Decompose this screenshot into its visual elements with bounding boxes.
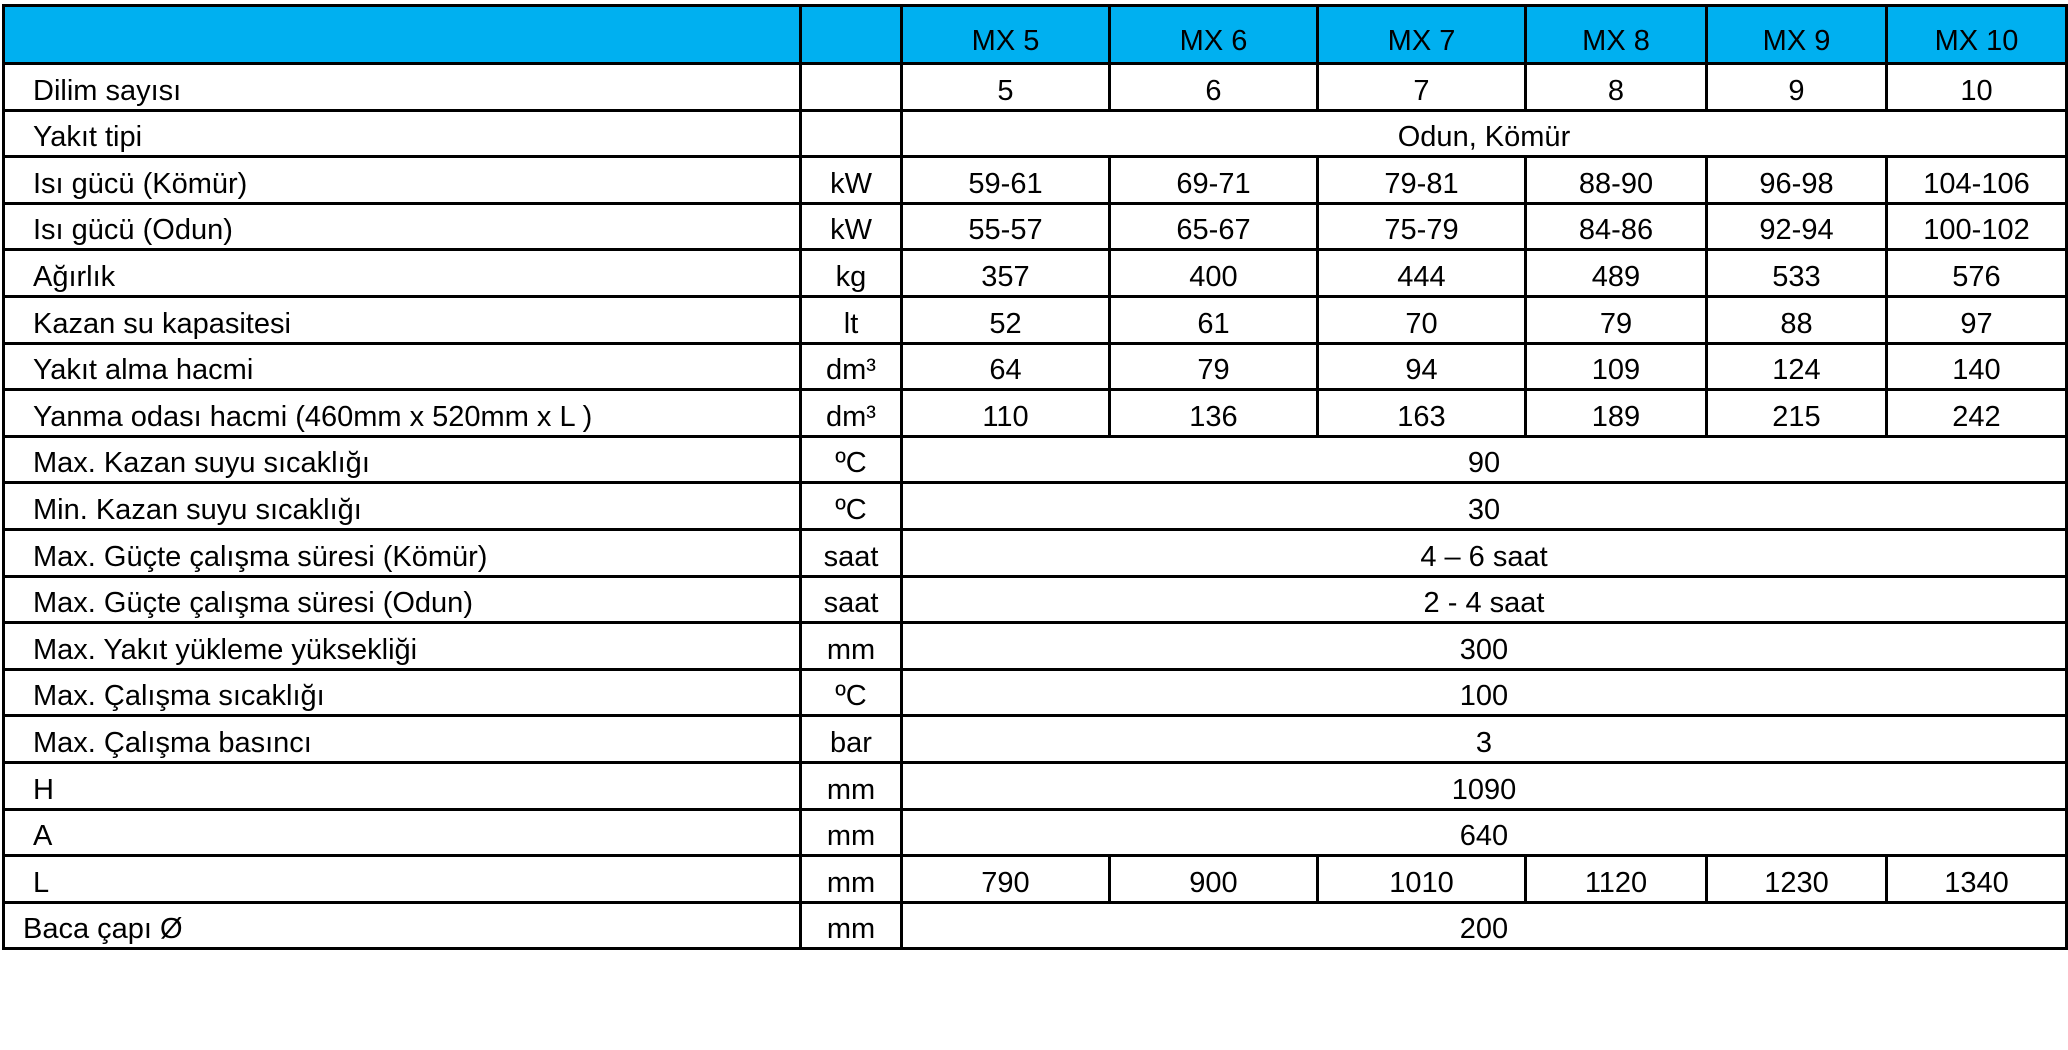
row-unit: saat: [801, 576, 902, 623]
row-label: Baca çapı Ø: [4, 902, 801, 949]
cell-value: 104-106: [1887, 157, 2067, 204]
cell-value: 10: [1887, 64, 2067, 111]
cell-value: 7: [1318, 64, 1526, 111]
cell-value: 242: [1887, 390, 2067, 437]
cell-value: 92-94: [1707, 203, 1887, 250]
row-label: Max. Çalışma sıcaklığı: [4, 669, 801, 716]
row-unit: ºC: [801, 483, 902, 530]
cell-value: 1230: [1707, 856, 1887, 903]
table-row: [4, 64, 2067, 111]
row-unit: mm: [801, 623, 902, 670]
cell-value-merged: 300: [902, 623, 2067, 670]
row-label: Yakıt tipi: [4, 110, 801, 157]
cell-value-merged: 4 – 6 saat: [902, 529, 2067, 576]
cell-value: 136: [1110, 390, 1318, 437]
table-row: [4, 436, 2067, 483]
table-row: [4, 296, 2067, 343]
cell-value: 215: [1707, 390, 1887, 437]
table-row: [4, 716, 2067, 763]
table-row: [4, 902, 2067, 949]
row-unit: kg: [801, 250, 902, 297]
row-unit: lt: [801, 296, 902, 343]
row-label: L: [4, 856, 801, 903]
cell-value: 110: [902, 390, 1110, 437]
row-label: H: [4, 762, 801, 809]
cell-value: 75-79: [1318, 203, 1526, 250]
row-unit: mm: [801, 809, 902, 856]
cell-value: 576: [1887, 250, 2067, 297]
model-header: MX 10: [1887, 6, 2067, 64]
cell-value: 900: [1110, 856, 1318, 903]
cell-value: 8: [1526, 64, 1707, 111]
row-unit: ºC: [801, 436, 902, 483]
cell-value: 489: [1526, 250, 1707, 297]
table-header-row: [4, 6, 2067, 64]
table-row: [4, 390, 2067, 437]
row-label: Dilim sayısı: [4, 64, 801, 111]
cell-value: 65-67: [1110, 203, 1318, 250]
table-row: [4, 623, 2067, 670]
row-unit: saat: [801, 529, 902, 576]
row-label: Yanma odası hacmi (460mm x 520mm x L ): [4, 390, 801, 437]
cell-value: 533: [1707, 250, 1887, 297]
table-row: [4, 343, 2067, 390]
row-label: Max. Kazan suyu sıcaklığı: [4, 436, 801, 483]
cell-value: 96-98: [1707, 157, 1887, 204]
cell-value: 79: [1110, 343, 1318, 390]
row-label: Min. Kazan suyu sıcaklığı: [4, 483, 801, 530]
row-unit: bar: [801, 716, 902, 763]
cell-value: 88-90: [1526, 157, 1707, 204]
row-unit: [801, 110, 902, 157]
table-row: [4, 576, 2067, 623]
cell-value: 5: [902, 64, 1110, 111]
table-row: [4, 250, 2067, 297]
row-label: Max. Güçte çalışma süresi (Odun): [4, 576, 801, 623]
cell-value-merged: 2 - 4 saat: [902, 576, 2067, 623]
table-row: [4, 157, 2067, 204]
cell-value: 64: [902, 343, 1110, 390]
header-unit-cell: [801, 6, 902, 64]
cell-value: 189: [1526, 390, 1707, 437]
cell-value: 69-71: [1110, 157, 1318, 204]
table-row: [4, 483, 2067, 530]
cell-value-merged: 30: [902, 483, 2067, 530]
cell-value: 84-86: [1526, 203, 1707, 250]
table-row: [4, 856, 2067, 903]
row-label: Isı gücü (Kömür): [4, 157, 801, 204]
cell-value: 94: [1318, 343, 1526, 390]
cell-value: 6: [1110, 64, 1318, 111]
model-header: MX 5: [902, 6, 1110, 64]
row-label: A: [4, 809, 801, 856]
cell-value-merged: 3: [902, 716, 2067, 763]
cell-value-merged: 640: [902, 809, 2067, 856]
cell-value-merged: 200: [902, 902, 2067, 949]
cell-value: 61: [1110, 296, 1318, 343]
table-row: [4, 203, 2067, 250]
cell-value: 59-61: [902, 157, 1110, 204]
model-header: MX 6: [1110, 6, 1318, 64]
cell-value: 79: [1526, 296, 1707, 343]
row-unit: kW: [801, 157, 902, 204]
row-label: Isı gücü (Odun): [4, 203, 801, 250]
row-unit: dm³: [801, 390, 902, 437]
row-unit: mm: [801, 902, 902, 949]
row-unit: kW: [801, 203, 902, 250]
cell-value-merged: 90: [902, 436, 2067, 483]
cell-value: 1010: [1318, 856, 1526, 903]
cell-value: 52: [902, 296, 1110, 343]
cell-value: 790: [902, 856, 1110, 903]
cell-value-merged: 100: [902, 669, 2067, 716]
table-row: [4, 669, 2067, 716]
cell-value: 55-57: [902, 203, 1110, 250]
row-label: Kazan su kapasitesi: [4, 296, 801, 343]
model-header: MX 7: [1318, 6, 1526, 64]
row-unit: ºC: [801, 669, 902, 716]
row-label: Max. Yakıt yükleme yüksekliği: [4, 623, 801, 670]
cell-value: 9: [1707, 64, 1887, 111]
row-unit: dm³: [801, 343, 902, 390]
row-label: Max. Güçte çalışma süresi (Kömür): [4, 529, 801, 576]
cell-value: 109: [1526, 343, 1707, 390]
cell-value-merged: 1090: [902, 762, 2067, 809]
cell-value: 140: [1887, 343, 2067, 390]
cell-value: 163: [1318, 390, 1526, 437]
row-label: Ağırlık: [4, 250, 801, 297]
cell-value: 100-102: [1887, 203, 2067, 250]
model-header: MX 8: [1526, 6, 1707, 64]
cell-value: 88: [1707, 296, 1887, 343]
row-label: Yakıt alma hacmi: [4, 343, 801, 390]
table-row: [4, 809, 2067, 856]
cell-value: 124: [1707, 343, 1887, 390]
cell-value: 97: [1887, 296, 2067, 343]
row-unit: mm: [801, 856, 902, 903]
cell-value-merged: Odun, Kömür: [902, 110, 2067, 157]
row-label: Max. Çalışma basıncı: [4, 716, 801, 763]
table-row: [4, 529, 2067, 576]
table-row: [4, 762, 2067, 809]
cell-value: 70: [1318, 296, 1526, 343]
spec-table: [2, 4, 2068, 950]
row-unit: [801, 64, 902, 111]
cell-value: 357: [902, 250, 1110, 297]
header-label-cell: [4, 6, 801, 64]
table-row: [4, 110, 2067, 157]
cell-value: 1120: [1526, 856, 1707, 903]
cell-value: 79-81: [1318, 157, 1526, 204]
cell-value: 400: [1110, 250, 1318, 297]
cell-value: 1340: [1887, 856, 2067, 903]
model-header: MX 9: [1707, 6, 1887, 64]
cell-value: 444: [1318, 250, 1526, 297]
row-unit: mm: [801, 762, 902, 809]
